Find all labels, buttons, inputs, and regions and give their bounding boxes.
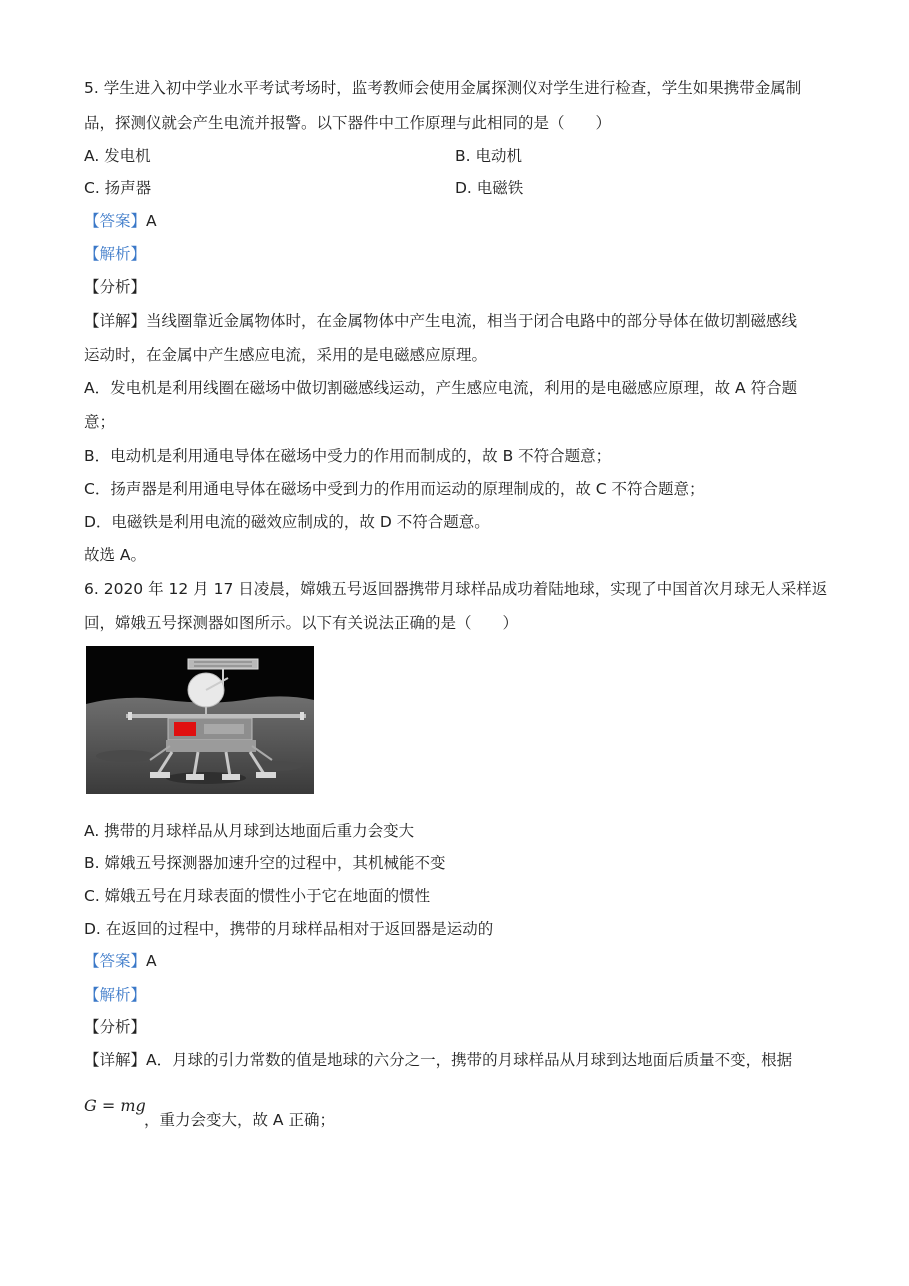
- gravity-formula: G = mg: [84, 1096, 146, 1115]
- q5-detail-line2: 运动时，在金属中产生感应电流，采用的是电磁感应原理。: [84, 346, 488, 364]
- q6-option-a: A. 携带的月球样品从月球到达地面后重力会变大: [84, 822, 415, 840]
- q5-c-line: C．扬声器是利用通电导体在磁场中受到力的作用而运动的原理制成的，故 C 不符合题意；: [84, 480, 705, 498]
- q5-analysis-tag: 【解析】: [84, 245, 147, 263]
- q6-detail-line1: 【详解】A．月球的引力常数的值是地球的六分之一，携带的月球样品从月球到达地面后质量不变，根据: [84, 1051, 793, 1069]
- q6-detail-line2: ，重力会变大，故 A 正确；: [144, 1111, 335, 1129]
- q6-option-d: D. 在返回的过程中，携带的月球样品相对于返回器是运动的: [84, 920, 494, 938]
- q5-conclusion: 故选 A。: [84, 546, 147, 564]
- q5-a-line2: 意；: [84, 413, 116, 431]
- q5-detail-line1: 【详解】当线圈靠近金属物体时，在金属物体中产生电流，相当于闭合电路中的部分导体在做切割磁感线: [84, 312, 798, 330]
- q5-option-a: A. 发电机: [84, 147, 151, 165]
- q5-answer-tag: 【答案】: [84, 212, 147, 230]
- q6-option-b: B. 嫦娥五号探测器加速升空的过程中，其机械能不变: [84, 854, 446, 872]
- q5-option-d: D. 电磁铁: [455, 179, 524, 197]
- change5-probe-photo: [86, 646, 314, 794]
- q5-answer-row: [84, 211, 157, 231]
- q6-analysis-tag: 【解析】: [84, 986, 147, 1004]
- q6-answer-tag: 【答案】: [84, 952, 147, 970]
- q6-stem-line2: 回，嫦娥五号探测器如图所示。以下有关说法正确的是（ ）: [84, 614, 519, 632]
- q5-b-line: B．电动机是利用通电导体在磁场中受力的作用而制成的，故 B 不符合题意；: [84, 447, 612, 465]
- q6-answer-row: [84, 951, 157, 971]
- q6-answer: A: [146, 952, 157, 970]
- q5-a-line1: A．发电机是利用线圈在磁场中做切割磁感线运动，产生感应电流，利用的是电磁感应原理，故 A 符合题: [84, 379, 798, 397]
- q6-option-c: C. 嫦娥五号在月球表面的惯性小于它在地面的惯性: [84, 887, 431, 905]
- q6-fenxi: 【分析】: [84, 1018, 147, 1036]
- q5-stem-line2: 品，探测仪就会产生电流并报警。以下器件中工作原理与此相同的是（ ）: [84, 114, 612, 132]
- q5-option-b: B. 电动机: [455, 147, 522, 165]
- q5-fenxi: 【分析】: [84, 278, 147, 296]
- q5-d-line: D．电磁铁是利用电流的磁效应制成的，故 D 不符合题意。: [84, 513, 490, 531]
- q5-stem-line1: 5. 学生进入初中学业水平考试考场时，监考教师会使用金属探测仪对学生进行检查，学生如果携带金属制: [84, 79, 802, 97]
- q6-stem-line1: 6. 2020 年 12 月 17 日凌晨，嫦娥五号返回器携带月球样品成功着陆地球，实现了中国首次月球无人采样返: [84, 580, 828, 598]
- q5-answer: A: [146, 212, 157, 230]
- q5-option-c: C. 扬声器: [84, 179, 152, 197]
